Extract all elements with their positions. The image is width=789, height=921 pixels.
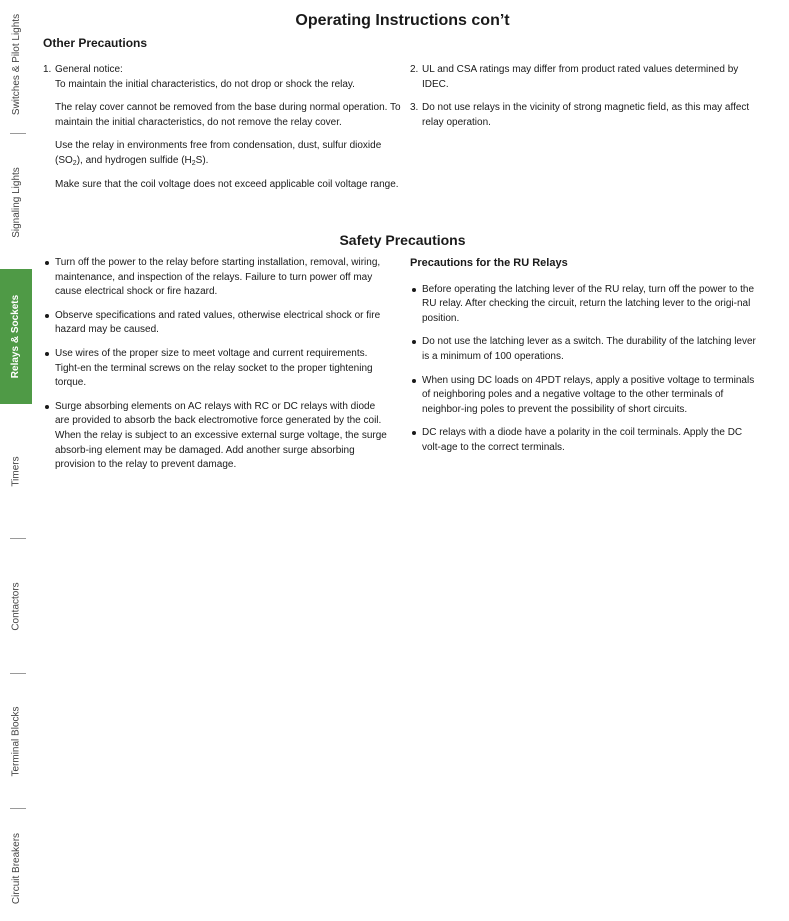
list-item: Before operating the latching lever of the RU relay, turn off the power to the RU relay. After checking the circuit, return the latching lever to the origi-nal position. — [410, 283, 762, 327]
item-number: 1. — [43, 64, 52, 75]
numbered-item-3 — [410, 101, 762, 130]
coil-voltage-paragraph: Make sure that the coil voltage does not exceed applicable coil voltage range. — [55, 178, 399, 190]
ru-relays-heading: Precautions for the RU Relays — [410, 257, 568, 269]
safety-precautions-title: Safety Precautions — [339, 232, 466, 248]
tab-divider — [10, 133, 26, 134]
list-item: When using DC loads on 4PDT relays, apply a positive voltage to terminals of neighboring poles and a negative voltage to the other terminals of neighbor-ing poles to prevent the possibility of short circuits. — [410, 374, 762, 418]
environment-paragraph — [55, 139, 403, 168]
tab-terminal-blocks[interactable] — [0, 680, 33, 802]
safety-left-column — [43, 256, 391, 482]
numbered-item-2 — [410, 63, 762, 92]
list-item: Use wires of the proper size to meet voltage and current requirements. Tight-en the terminal screws on the relay socket to the proper tightening torque. — [43, 347, 391, 391]
list-item: Observe specifications and rated values, otherwise electrical shock or fire hazard may be caused. — [43, 309, 391, 338]
other-precautions-left-column — [43, 63, 403, 192]
general-notice-heading: General notice: — [55, 64, 123, 75]
tab-label: Relays & Sockets — [10, 294, 22, 379]
subscript: 2 — [191, 159, 196, 167]
other-precautions-heading: Other Precautions — [43, 36, 148, 50]
magnetic-field-paragraph: Do not use relays in the vicinity of strong magnetic field, as this may affect relay operation. — [422, 102, 750, 128]
tab-contactors[interactable] — [0, 545, 33, 667]
tab-relays-sockets[interactable] — [0, 269, 32, 404]
tab-divider — [10, 673, 26, 674]
list-item: Do not use the latching lever as a switch. The durability of the latching lever is a minimum of 100 operations. — [410, 335, 762, 364]
general-notice — [55, 63, 403, 92]
tab-timers[interactable] — [0, 410, 33, 532]
tab-label: Circuit Breakers — [11, 832, 23, 904]
ru-relays-bullet-list — [410, 283, 762, 456]
tab-label: Timers — [11, 455, 22, 487]
ul-csa-paragraph: UL and CSA ratings may differ from product rated values determined by IDEC. — [422, 64, 739, 90]
relay-cover-paragraph: The relay cover cannot be removed from the base during normal operation. To maintain the initial characteristics, do not remove the relay cover. — [55, 102, 401, 128]
environment-text: S). — [195, 154, 209, 166]
other-precautions-right-column — [410, 63, 762, 130]
tab-divider — [10, 538, 26, 539]
tab-label: Terminal Blocks — [11, 705, 22, 777]
safety-right-column — [410, 256, 762, 465]
environment-text: Use the relay in environments free from condensation, dust, sulfur dioxide (SO — [55, 140, 382, 166]
tab-switches-pilot-lights[interactable] — [0, 0, 33, 128]
tab-signaling-lights[interactable] — [0, 140, 33, 265]
list-item: DC relays with a diode have a polarity in the coil terminals. Apply the DC volt-age to the correct terminals. — [410, 426, 762, 455]
item-number: 2. — [410, 64, 419, 75]
tab-label: Switches & Pilot Lights — [11, 13, 23, 115]
list-item: Surge absorbing elements on AC relays with RC or DC relays with diode are provided to absorb the back electromotive force generated by the coil. When the relay is subject to an excessive external surge voltage, the surge absorb-ing element may be damaged. Add another surge absorbing provision to the relay to prevent damage. — [43, 400, 391, 473]
side-tab-nav — [0, 0, 33, 921]
tab-circuit-breakers[interactable] — [0, 815, 33, 921]
item-number: 3. — [410, 102, 419, 114]
list-item: Turn off the power to the relay before starting installation, removal, wiring, maintenance, and inspection of the relays. Failure to turn power off may cause electrical shock or fire hazard. — [43, 256, 391, 300]
tab-label: Signaling Lights — [11, 167, 23, 238]
subscript: 2 — [72, 159, 77, 167]
safety-bullet-list — [43, 256, 391, 473]
environment-text: ), and hydrogen sulfide (H — [76, 154, 192, 166]
tab-divider — [10, 808, 26, 809]
numbered-item-1 — [43, 63, 403, 192]
page-title: Operating Instructions con’t — [295, 12, 510, 29]
general-notice-line: To maintain the initial characteristics, do not drop or shock the relay. — [55, 78, 355, 90]
tab-label: Contactors — [11, 581, 23, 631]
